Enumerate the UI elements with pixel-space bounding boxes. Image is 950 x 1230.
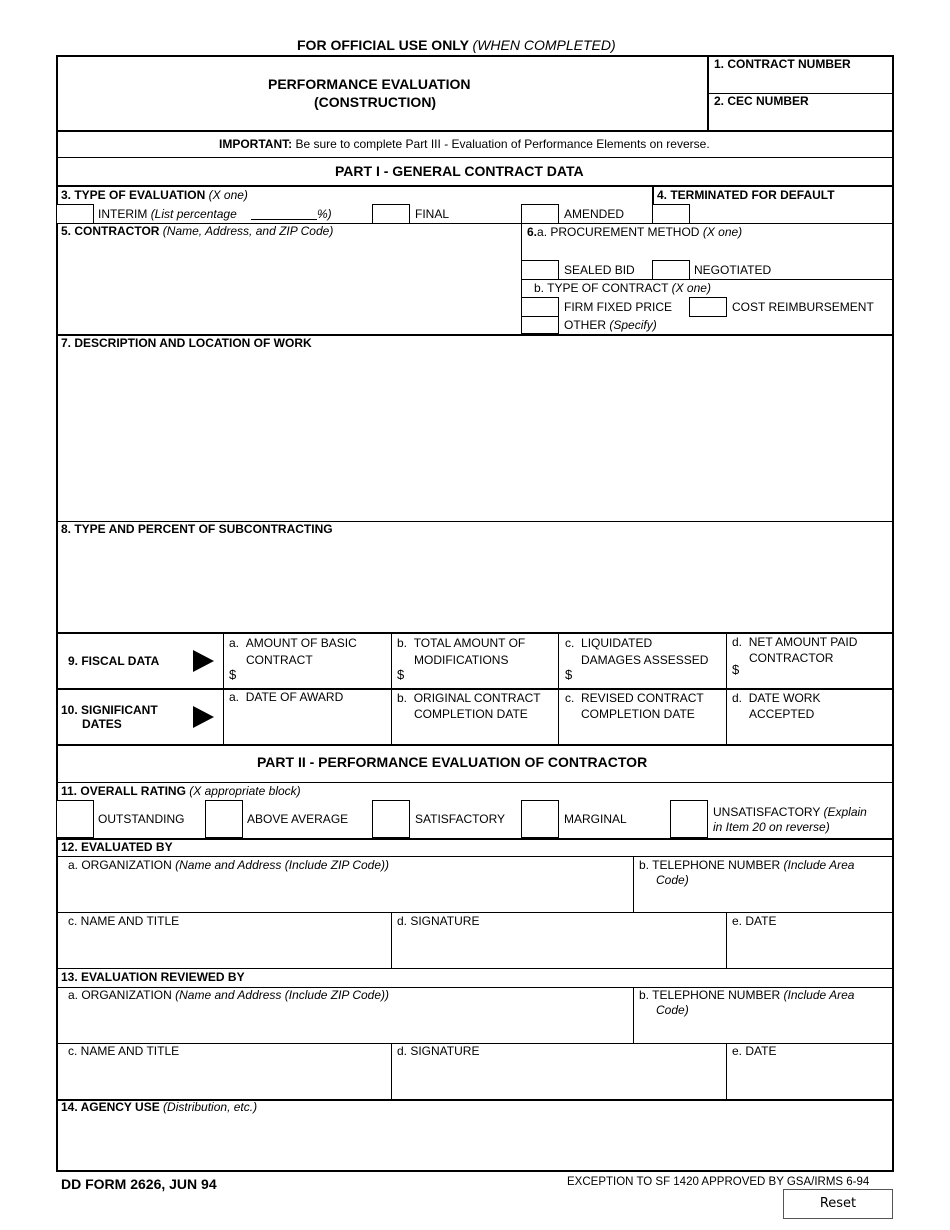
- above-average-checkbox[interactable]: [205, 800, 243, 838]
- part1-title: PART I - GENERAL CONTRACT DATA: [335, 163, 584, 179]
- eval-date-label: e. DATE: [732, 914, 777, 928]
- form-id: DD FORM 2626, JUN 94: [61, 1176, 217, 1192]
- eval-org-label: a. ORGANIZATION (Name and Address (Include ZIP Code)): [68, 858, 390, 872]
- review-name-title-label: c. NAME AND TITLE: [68, 1044, 180, 1058]
- contractor-label: 5. CONTRACTOR (Name, Address, and ZIP Code): [61, 224, 334, 238]
- other-contract-label: OTHER (Specify): [564, 318, 657, 332]
- net-amount-paid-input[interactable]: [743, 662, 891, 686]
- exception-note: EXCEPTION TO SF 1420 APPROVED BY GSA/IRMS 6-94: [567, 1176, 870, 1188]
- contract-number-label: 1. CONTRACT NUMBER: [714, 57, 851, 71]
- review-phone-label: b. TELEPHONE NUMBER (Include Area Code): [639, 988, 855, 1017]
- amended-label: AMENDED: [564, 207, 625, 221]
- subcontracting-field[interactable]: [58, 538, 892, 631]
- procurement-method-label: 6.a. PROCUREMENT METHOD (X one): [527, 225, 743, 239]
- satisfactory-label: SATISFACTORY: [415, 812, 506, 826]
- eval-date-field[interactable]: [729, 930, 892, 966]
- amended-checkbox[interactable]: [521, 204, 559, 224]
- important-notice: [219, 137, 710, 151]
- cec-number-label: 2. CEC NUMBER: [714, 94, 809, 108]
- final-label: FINAL: [415, 207, 450, 221]
- sealed-bid-label: SEALED BID: [564, 263, 635, 277]
- satisfactory-checkbox[interactable]: [372, 800, 410, 838]
- reset-button[interactable]: Reset: [783, 1189, 893, 1219]
- eval-signature-label: d. SIGNATURE: [397, 914, 480, 928]
- terminated-for-default-label: 4. TERMINATED FOR DEFAULT: [657, 188, 835, 202]
- description-location-field[interactable]: [58, 352, 892, 519]
- review-organization-field[interactable]: [58, 1004, 631, 1040]
- official-use-suffix: (WHEN COMPLETED): [472, 37, 616, 53]
- overall-rating-label: 11. OVERALL RATING (X appropriate block): [61, 784, 301, 798]
- above-average-label: ABOVE AVERAGE: [247, 812, 349, 826]
- cec-number-field[interactable]: [709, 109, 892, 129]
- part2-title: PART II - PERFORMANCE EVALUATION OF CONTRACTOR: [257, 754, 648, 770]
- fiscal-a-dollar: $: [229, 667, 237, 682]
- eval-name-title-field[interactable]: [58, 930, 389, 966]
- interim-label: INTERIM (List percentage: [98, 207, 237, 221]
- firm-fixed-price-label: FIRM FIXED PRICE: [564, 300, 673, 314]
- unsatisfactory-checkbox[interactable]: [670, 800, 708, 838]
- review-telephone-field[interactable]: [636, 1020, 892, 1040]
- fiscal-a-label: a. AMOUNT OF BASIC CONTRACT: [229, 636, 357, 667]
- fiscal-c-dollar: $: [565, 667, 573, 682]
- interim-percentage-input[interactable]: [251, 207, 317, 220]
- other-contract-checkbox[interactable]: [521, 316, 559, 334]
- review-date-field[interactable]: [729, 1060, 892, 1096]
- form-title-line2: (CONSTRUCTION): [314, 94, 437, 110]
- evaluated-by-label: 12. EVALUATED BY: [61, 840, 173, 854]
- marginal-label: MARGINAL: [564, 812, 627, 826]
- basic-contract-amount-input[interactable]: [240, 666, 388, 686]
- contract-type-label: b. TYPE OF CONTRACT (X one): [534, 281, 711, 295]
- eval-signature-field[interactable]: [394, 930, 724, 966]
- unsatisfactory-label: UNSATISFACTORY (Explain in Item 20 on reverse): [713, 805, 867, 834]
- eval-phone-label: b. TELEPHONE NUMBER (Include Area Code): [639, 858, 855, 887]
- fiscal-arrow-icon: [193, 650, 214, 672]
- date-work-accepted-input[interactable]: [729, 722, 892, 742]
- eval-telephone-field[interactable]: [636, 890, 892, 910]
- firm-fixed-price-checkbox[interactable]: [521, 297, 559, 317]
- marginal-checkbox[interactable]: [521, 800, 559, 838]
- reviewed-by-label: 13. EVALUATION REVIEWED BY: [61, 970, 245, 984]
- agency-use-label: 14. AGENCY USE (Distribution, etc.): [61, 1100, 258, 1114]
- terminated-checkbox[interactable]: [652, 204, 690, 224]
- eval-name-title-label: c. NAME AND TITLE: [68, 914, 180, 928]
- negotiated-label: NEGOTIATED: [694, 263, 772, 277]
- fiscal-c-label: c. LIQUIDATED DAMAGES ASSESSED: [565, 636, 709, 667]
- sealed-bid-checkbox[interactable]: [521, 260, 559, 280]
- description-location-label: 7. DESCRIPTION AND LOCATION OF WORK: [61, 336, 312, 350]
- review-signature-label: d. SIGNATURE: [397, 1044, 480, 1058]
- cost-reimbursement-label: COST REIMBURSEMENT: [732, 300, 874, 314]
- date-work-accepted-label: d. DATE WORK ACCEPTED: [732, 691, 821, 721]
- contract-number-field[interactable]: [709, 72, 892, 92]
- type-of-evaluation-label: 3. TYPE OF EVALUATION (X one): [61, 188, 248, 202]
- date-award-label: a. DATE OF AWARD: [229, 690, 344, 704]
- form-title-line1: PERFORMANCE EVALUATION: [268, 76, 471, 92]
- date-of-award-input[interactable]: [226, 722, 389, 742]
- eval-organization-field[interactable]: [58, 874, 631, 910]
- interim-checkbox[interactable]: [56, 204, 94, 224]
- revised-completion-date-input[interactable]: [561, 722, 724, 742]
- fiscal-b-label: b. TOTAL AMOUNT OF MODIFICATIONS: [397, 636, 526, 667]
- review-date-label: e. DATE: [732, 1044, 777, 1058]
- important-text: Be sure to complete Part III - Evaluation of Performance Elements on reverse.: [295, 137, 710, 151]
- important-label: IMPORTANT:: [219, 137, 293, 151]
- review-name-title-field[interactable]: [58, 1060, 389, 1096]
- fiscal-d-dollar: $: [732, 662, 740, 677]
- liquidated-damages-input[interactable]: [576, 666, 724, 686]
- original-completion-label: b. ORIGINAL CONTRACT COMPLETION DATE: [397, 691, 541, 721]
- modifications-amount-input[interactable]: [408, 666, 556, 686]
- review-org-label: a. ORGANIZATION (Name and Address (Include ZIP Code)): [68, 988, 390, 1002]
- fiscal-b-dollar: $: [397, 667, 405, 682]
- revised-completion-label: c. REVISED CONTRACT COMPLETION DATE: [565, 691, 704, 721]
- fiscal-d-label: d. NET AMOUNT PAID CONTRACTOR: [732, 635, 858, 665]
- outstanding-checkbox[interactable]: [56, 800, 94, 838]
- cost-reimbursement-checkbox[interactable]: [689, 297, 727, 317]
- fiscal-data-label: 9. FISCAL DATA: [68, 654, 160, 668]
- contractor-field[interactable]: [58, 240, 519, 333]
- final-checkbox[interactable]: [372, 204, 410, 224]
- dates-arrow-icon: [193, 706, 214, 728]
- significant-dates-label: 10. SIGNIFICANT DATES: [61, 703, 158, 731]
- official-use-text: FOR OFFICIAL USE ONLY: [297, 37, 469, 53]
- original-completion-date-input[interactable]: [394, 722, 556, 742]
- negotiated-checkbox[interactable]: [652, 260, 690, 280]
- official-use-banner: [297, 37, 616, 53]
- review-signature-field[interactable]: [394, 1060, 724, 1096]
- agency-use-field[interactable]: [58, 1116, 892, 1170]
- outstanding-label: OUTSTANDING: [98, 812, 185, 826]
- subcontracting-label: 8. TYPE AND PERCENT OF SUBCONTRACTING: [61, 522, 333, 536]
- interim-percent-sign: %): [317, 207, 332, 221]
